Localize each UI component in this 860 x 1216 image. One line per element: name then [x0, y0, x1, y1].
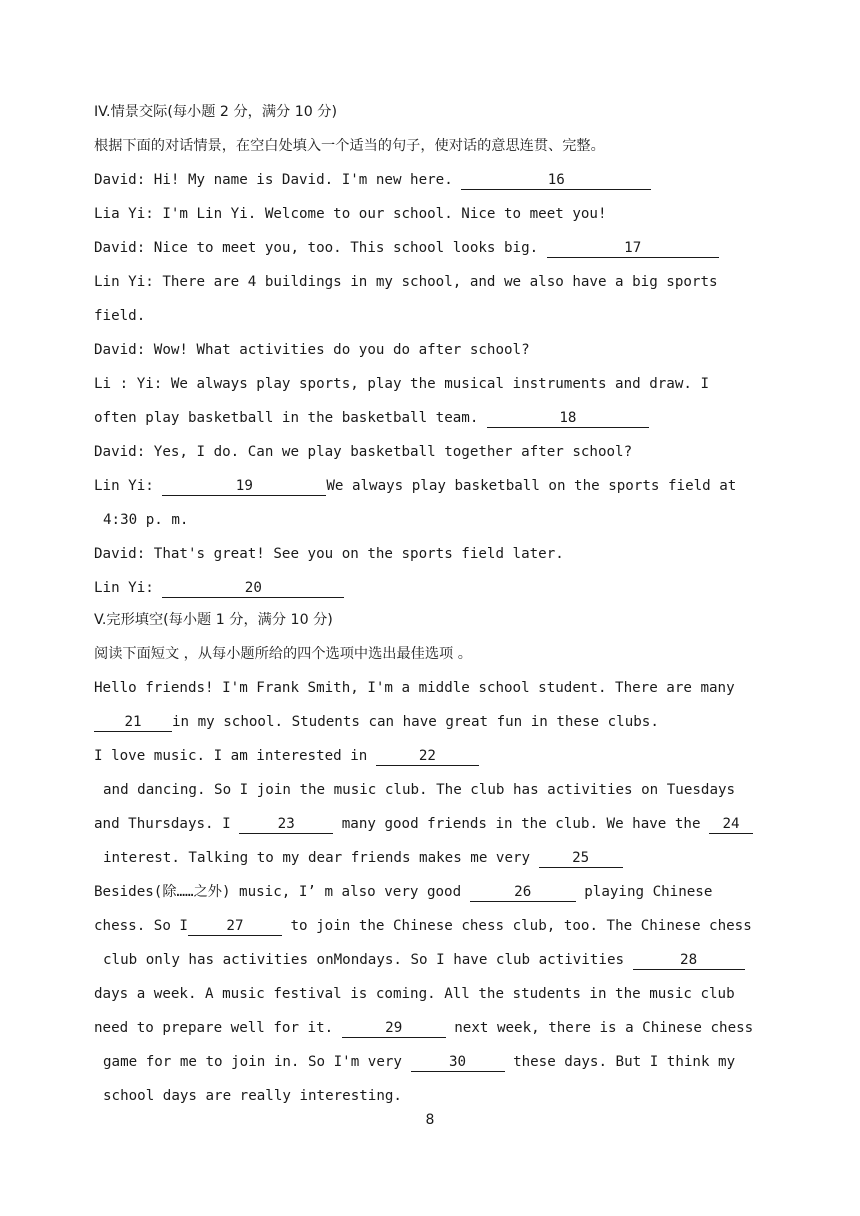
passage-text: many good friends in the club. We have the: [341, 816, 701, 832]
passage-text: Besides(除……之外) music, I’ m also very good: [94, 884, 462, 900]
passage-text: next week, there is a Chinese chess: [454, 1020, 754, 1036]
passage-text: chess. So I: [94, 918, 188, 934]
passage-text: in my school. Students can have great fun in these clubs.: [172, 714, 659, 730]
passage-text: interest. Talking to my dear friends makes me very: [103, 850, 531, 866]
answer-blank-29: 29: [342, 1018, 446, 1038]
passage-line: [103, 1050, 735, 1074]
answer-blank-19: 19: [162, 476, 326, 496]
answer-blank-28: 28: [633, 950, 745, 970]
dialogue-line: Lia Yi: I'm Lin Yi. Welcome to our school. Nice to meet you!: [94, 206, 607, 222]
answer-blank-23: 23: [239, 814, 333, 834]
section-4-instruction: 根据下面的对话情景，在空白处填入一个适当的句子，使对话的意思连贯、完整。: [94, 138, 605, 154]
passage-line: Hello friends! I'm Frank Smith, I'm a middle school student. There are many: [94, 680, 735, 696]
answer-blank-16: 16: [461, 170, 651, 190]
passage-text: I love music. I am interested in: [94, 748, 368, 764]
section-5-title: V.完形填空(每小题 1 分，满分 10 分): [94, 612, 333, 628]
speaker-label: Lin Yi:: [94, 478, 154, 494]
passage-text: and Thursdays. I: [94, 816, 231, 832]
passage-text: need to prepare well for it.: [94, 1020, 334, 1036]
answer-blank-18: 18: [487, 408, 649, 428]
passage-line: [94, 880, 712, 904]
passage-text: game for me to join in. So I'm very: [103, 1054, 402, 1070]
dialogue-line: [94, 406, 649, 430]
passage-line: [103, 948, 745, 972]
dialogue-line: Li : Yi: We always play sports, play the musical instruments and draw. I: [94, 376, 709, 392]
passage-line: [94, 914, 752, 938]
answer-blank-27: 27: [188, 916, 282, 936]
passage-line: [94, 1016, 753, 1040]
answer-blank-22: 22: [376, 746, 479, 766]
dialogue-text: We always play basketball on the sports field at: [326, 478, 737, 494]
section-4-title: IV.情景交际(每小题 2 分，满分 10 分): [94, 104, 338, 120]
passage-line: and dancing. So I join the music club. The club has activities on Tuesdays: [103, 782, 736, 798]
dialogue-line: [94, 236, 719, 260]
dialogue-line: Lin Yi: There are 4 buildings in my school, and we also have a big sports: [94, 274, 718, 290]
answer-blank-24: 24: [709, 814, 753, 834]
dialogue-line: David: That's great! See you on the sports field later.: [94, 546, 564, 562]
answer-blank-30: 30: [411, 1052, 505, 1072]
section-5-instruction: 阅读下面短文 ，从每小题所给的四个选项中选出最佳选项 。: [94, 646, 472, 662]
passage-line: [94, 744, 479, 768]
passage-line: [103, 846, 623, 870]
dialogue-line: David: Wow! What activities do you do after school?: [94, 342, 530, 358]
passage-text: playing Chinese: [584, 884, 713, 900]
dialogue-text: David: Nice to meet you, too. This school looks big.: [94, 240, 539, 256]
dialogue-line: [94, 168, 651, 192]
passage-line: [94, 710, 659, 734]
dialogue-line: [94, 474, 736, 498]
dialogue-line: David: Yes, I do. Can we play basketball together after school?: [94, 444, 633, 460]
dialogue-line: 4:30 p. m.: [103, 512, 189, 528]
passage-text: to join the Chinese chess club, too. The Chinese chess: [290, 918, 752, 934]
passage-line: school days are really interesting.: [103, 1088, 402, 1104]
dialogue-line: [94, 576, 344, 600]
dialogue-text: often play basketball in the basketball team.: [94, 410, 479, 426]
passage-text: club only has activities onMondays. So I have club activities: [103, 952, 625, 968]
page-number: 8: [425, 1112, 435, 1128]
answer-blank-25: 25: [539, 848, 623, 868]
dialogue-line: field.: [94, 308, 146, 324]
answer-blank-21: 21: [94, 712, 172, 732]
passage-line: days a week. A music festival is coming. All the students in the music club: [94, 986, 735, 1002]
passage-text: these days. But I think my: [513, 1054, 736, 1070]
dialogue-text: David: Hi! My name is David. I'm new here.: [94, 172, 453, 188]
passage-line: [94, 812, 753, 836]
answer-blank-17: 17: [547, 238, 719, 258]
answer-blank-26: 26: [470, 882, 576, 902]
speaker-label: Lin Yi:: [94, 580, 154, 596]
answer-blank-20: 20: [162, 578, 344, 598]
